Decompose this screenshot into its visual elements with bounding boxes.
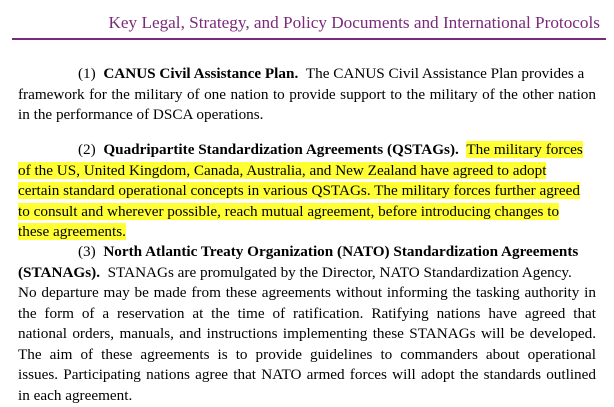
- highlighted-text: certain standard operational concepts in various QSTAGs. The military forces further agreed: [18, 182, 580, 199]
- paragraph-number: (3): [78, 243, 96, 260]
- paragraph-line: [18, 181, 596, 202]
- paragraph-line: The aim of these agreements is to provide guidelines to commanders about operational: [18, 345, 596, 363]
- paragraph-line: framework for the military of one nation to provide support to the military of the other nation: [18, 85, 596, 103]
- paragraph-line: in the performance of DSCA operations.: [18, 106, 264, 123]
- paragraph-title: Quadripartite Standardization Agreements (QSTAGs).: [103, 141, 459, 158]
- paragraph-line: No departure may be made from these agreements without informing the tasking authority in: [18, 284, 596, 301]
- paragraph-title: (STANAGs).: [18, 263, 100, 281]
- highlighted-text: these agreements.: [18, 223, 126, 240]
- paragraph-text: STANAGs are promulgated by the Director, NATO Standardization Agency.: [107, 263, 572, 281]
- paragraph-line: the form of a reservation at the time of ratification. Ratifying nations have agreed that: [18, 304, 596, 322]
- paragraph-text: The CANUS Civil Assistance Plan provides a: [305, 65, 585, 82]
- highlighted-text: to consult and wherever possible, reach mutual agreement, before introducing changes to: [18, 202, 560, 220]
- paragraph-line: [18, 222, 596, 243]
- paragraph-line: [18, 161, 596, 182]
- paragraph-number: (2): [78, 141, 96, 158]
- header-title: Key Legal, Strategy, and Policy Documents and International Protocols: [108, 13, 600, 32]
- paragraph-title: North Atlantic Treaty Organization (NATO) Standardization Agreements: [103, 243, 579, 260]
- paragraph-line: [18, 140, 596, 161]
- paragraph-line: [18, 64, 596, 85]
- highlighted-text: The military forces: [466, 141, 583, 158]
- paragraph-stanags: [18, 242, 596, 406]
- paragraph-line: national orders, manuals, and instructions implementing these STANAGs will be developed.: [18, 325, 596, 342]
- paragraph-line: in each agreement.: [18, 386, 133, 404]
- paragraph-title: CANUS Civil Assistance Plan.: [103, 65, 299, 82]
- paragraph-line: [18, 263, 596, 284]
- paragraph-line: [18, 202, 596, 223]
- page-header: [0, 0, 614, 44]
- highlighted-text: of the US, United Kingdom, Canada, Australia, and New Zealand have agreed to adopt: [18, 161, 547, 179]
- paragraph-qstags: [18, 140, 596, 243]
- paragraph-canus: [18, 64, 596, 126]
- header-rule: [12, 38, 606, 40]
- paragraph-number: (1): [78, 65, 96, 82]
- paragraph-line: [18, 242, 596, 263]
- paragraph-line: issues. Participating nations agree that NATO armed forces will adopt the standards outlined: [18, 366, 596, 383]
